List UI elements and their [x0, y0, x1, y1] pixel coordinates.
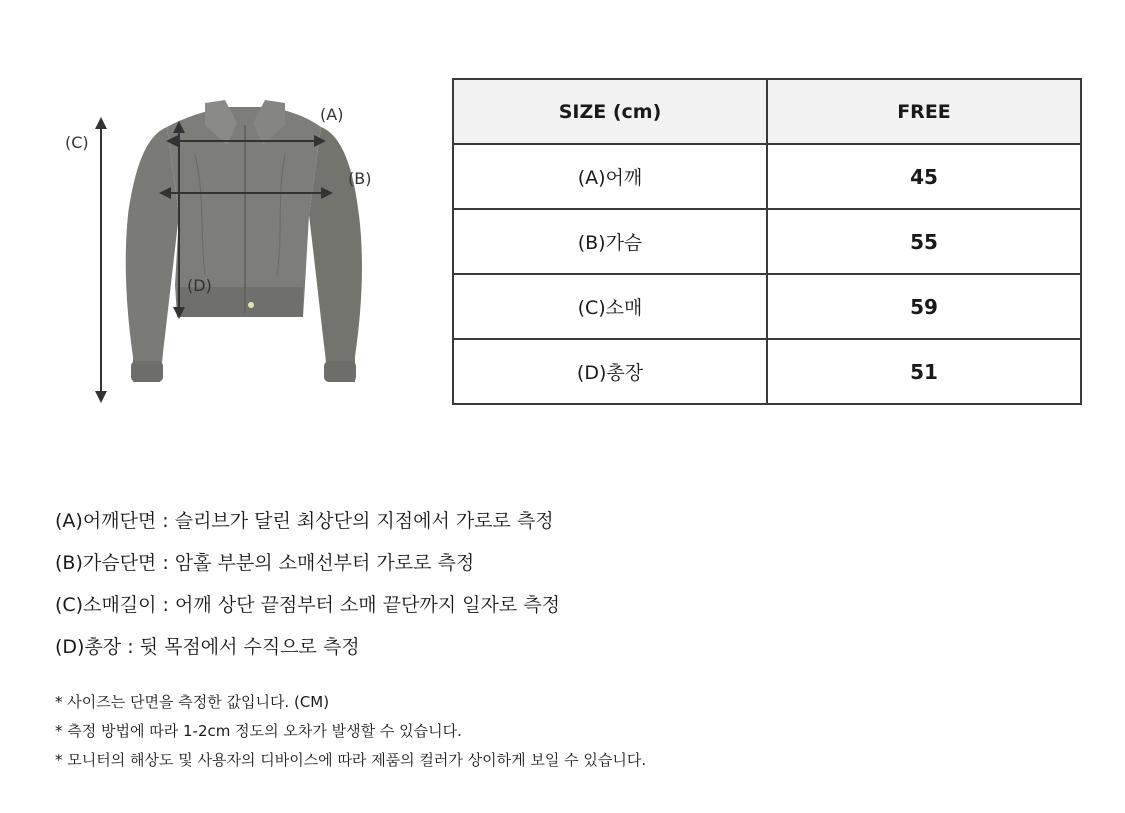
size-header-free: FREE: [767, 79, 1081, 144]
jacket-illustration: [55, 95, 435, 405]
measurement-notes: [55, 500, 560, 668]
table-row: [453, 144, 1081, 209]
measure-value-sleeve: 59: [767, 274, 1081, 339]
note-sleeve: (C)소매길이 : 어깨 상단 끝점부터 소매 끝단까지 일자로 측정: [55, 594, 560, 616]
measure-value-length: 51: [767, 339, 1081, 404]
jacket-measurement-figure: [55, 95, 435, 405]
measure-value-shoulder: 45: [767, 144, 1081, 209]
disclaimer-list: [55, 688, 646, 775]
measure-label-length: (D)총장: [453, 339, 767, 404]
disclaimer-item: * 모니터의 해상도 및 사용자의 디바이스에 따라 제품의 컬러가 상이하게 보일 수 있습니다.: [55, 751, 647, 769]
size-table-header-row: [453, 79, 1081, 144]
table-row: [453, 339, 1081, 404]
note-length: (D)총장 : 뒷 목점에서 수직으로 측정: [55, 636, 360, 658]
measure-label-shoulder: (A)어깨: [453, 144, 767, 209]
measure-label-chest: (B)가슴: [453, 209, 767, 274]
dimension-label-c: (C): [65, 133, 89, 152]
disclaimer-item: * 사이즈는 단면을 측정한 값입니다. (CM): [55, 693, 330, 711]
jacket-shape: [126, 100, 362, 382]
dimension-label-b: (B): [348, 169, 372, 188]
table-row: [453, 209, 1081, 274]
disclaimer-item: * 측정 방법에 따라 1-2cm 정도의 오차가 발생할 수 있습니다.: [55, 722, 462, 740]
measure-value-chest: 55: [767, 209, 1081, 274]
dimension-label-d: (D): [187, 276, 212, 295]
size-header-label: SIZE (cm): [453, 79, 767, 144]
dimension-label-a: (A): [320, 105, 344, 124]
table-row: [453, 274, 1081, 339]
measure-label-sleeve: (C)소매: [453, 274, 767, 339]
size-table: [452, 78, 1082, 405]
note-shoulder: (A)어깨단면 : 슬리브가 달린 최상단의 지점에서 가로로 측정: [55, 510, 554, 532]
note-chest: (B)가슴단면 : 암홀 부분의 소매선부터 가로로 측정: [55, 552, 475, 574]
